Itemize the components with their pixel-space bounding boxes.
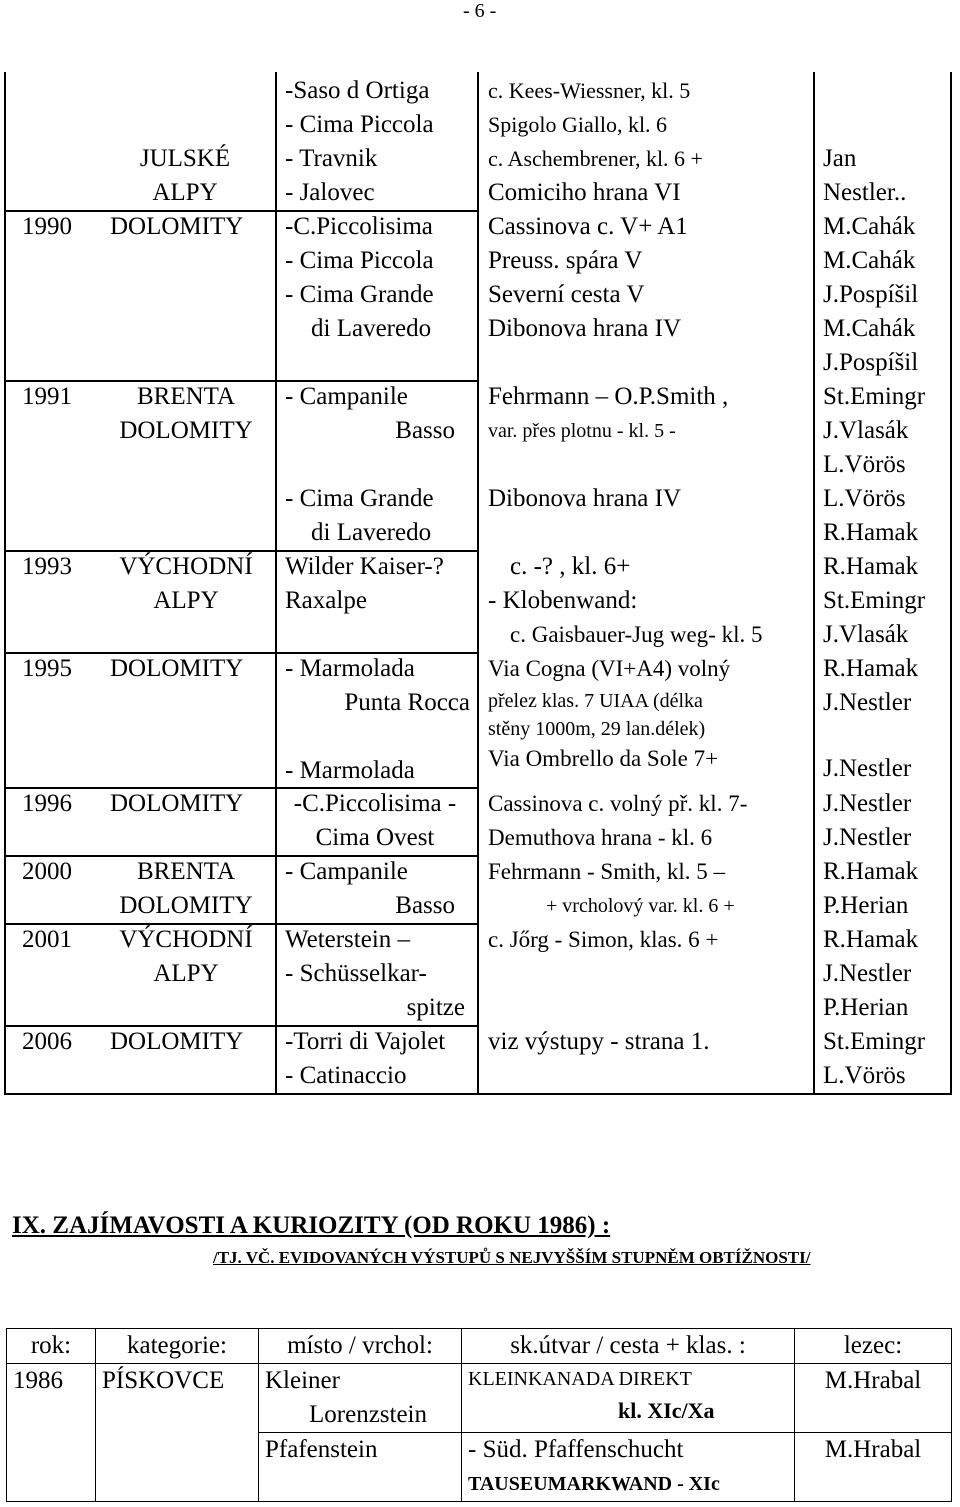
region: VÝCHODNÍ ALPY (119, 926, 253, 987)
year: 2000 (22, 858, 72, 885)
climber-cell: M.Hrabal (795, 1433, 952, 1502)
climber: Jan Nestler.. (823, 145, 907, 206)
year: 2006 (22, 1028, 72, 1055)
page-number: - 6 - (463, 0, 497, 22)
year-cell: 1986 (7, 1364, 96, 1433)
section-subtitle: /TJ. VČ. EVIDOVANÝCH VÝSTUPŮ S NEJVYŠŠÍM STUPNĚM OBTÍŽNOSTI/ (213, 1248, 811, 1267)
year: 1996 (22, 790, 72, 817)
route: Fehrmann - Smith, kl. 5 – + vrcholový var. kl. 6 + (488, 859, 735, 917)
region: VÝCHODNÍ ALPY (119, 553, 253, 614)
table-border-col2 (275, 72, 277, 1095)
climber: R.Hamak J.Nestler P.Herian (823, 926, 919, 1021)
route: Fehrmann – O.P.Smith , var. přes plotnu - kl. 5 - Dibonova hrana IV (488, 383, 729, 512)
table-row (7, 1364, 952, 1433)
col-header: sk.útvar / cesta + klas. : (462, 1329, 795, 1364)
table-border-col4 (813, 72, 815, 1095)
table-border-bottom (4, 1093, 952, 1095)
table-border-right (950, 72, 952, 1095)
climber: St.Emingr L.Vörös (823, 1028, 926, 1089)
climber: R.Hamak P.Herian (823, 858, 919, 919)
col-header: lezec: (795, 1329, 952, 1364)
route: c. Jőrg - Simon, klas. 6 + (488, 927, 719, 952)
route: Cassinova c. volný př. kl. 7- Demuthova hrana - kl. 6 (488, 791, 748, 850)
route: viz výstupy - strana 1. (488, 1028, 710, 1055)
table-header-row (7, 1329, 952, 1364)
place: - Marmolada Punta Rocca - Marmolada (285, 655, 470, 784)
place-cell: Kleiner Lorenzstein (259, 1364, 462, 1433)
table-row (7, 1433, 952, 1502)
route: c. -? , kl. 6+ - Klobenwand: c. Gaisbauer-Jug weg- kl. 5 (488, 553, 763, 647)
climber: M.Cahák M.Cahák J.Pospíšil M.Cahák J.Pospíšil (823, 213, 919, 376)
year: 1991 (22, 383, 72, 410)
region: DOLOMITY (110, 1028, 244, 1055)
climber: R.Hamak J.Nestler J.Nestler (823, 655, 919, 782)
year-cell (7, 1433, 96, 1502)
col-header: kategorie: (96, 1329, 259, 1364)
region: BRENTA DOLOMITY (119, 858, 253, 919)
route-cell: - Süd. Pfaffenschucht TAUSEUMARKWAND - XIc (462, 1433, 795, 1502)
region: DOLOMITY (110, 790, 244, 817)
year: 1995 (22, 655, 72, 682)
table-border-left (4, 72, 6, 1095)
year: 1993 (22, 553, 72, 580)
records-table (6, 1328, 952, 1502)
climber: J.Nestler J.Nestler (823, 790, 912, 851)
route: Via Cogna (VI+A4) volný přelez klas. 7 UIAA (délka stěny 1000m, 29 lan.délek) Via Ombrello da Sole 7+ (488, 656, 731, 771)
climber: R.Hamak St.Emingr J.Vlasák (823, 553, 926, 648)
climber-cell: M.Hrabal (795, 1364, 952, 1433)
route-cell: KLEINKANADA DIREKT kl. XIc/Xa (462, 1364, 795, 1433)
place: - Campanile Basso - Cima Grande di Laveredo (285, 383, 455, 546)
route: c. Kees-Wiessner, kl. 5 Spigolo Giallo, kl. 6 c. Aschembrener, kl. 6 + Comiciho hrana VI (488, 78, 703, 206)
place-cell: Pfafenstein (259, 1433, 462, 1502)
region: JULSKÉ ALPY (139, 145, 231, 206)
climber: St.Emingr J.Vlasák L.Vörös L.Vörös R.Hamak (823, 383, 926, 546)
year: 1990 (22, 213, 72, 240)
place: -Saso d Ortiga - Cima Piccola - Travnik - Jalovec (285, 77, 434, 206)
category-cell (96, 1433, 259, 1502)
section-title: IX. ZAJÍMAVOSTI A KURIOZITY (OD ROKU 1986) : (12, 1212, 611, 1239)
category-cell: PÍSKOVCE (96, 1364, 259, 1433)
place: - Campanile Basso (285, 858, 455, 919)
region: DOLOMITY (110, 655, 244, 682)
place: -C.Piccolisima - Cima Piccola - Cima Grande di Laveredo (285, 213, 434, 342)
route: Cassinova c. V+ A1 Preuss. spára V Severní cesta V Dibonova hrana IV (488, 213, 688, 342)
place: Weterstein – - Schüsselkar- spitze (285, 926, 465, 1021)
region: BRENTA DOLOMITY (119, 383, 253, 444)
year: 2001 (22, 926, 72, 953)
region: DOLOMITY (110, 213, 244, 240)
table-border-col3 (477, 72, 479, 1095)
col-header: místo / vrchol: (259, 1329, 462, 1364)
col-header: rok: (7, 1329, 96, 1364)
place: -C.Piccolisima - Cima Ovest (293, 790, 457, 851)
place: Wilder Kaiser-? Raxalpe (285, 553, 444, 614)
place: -Torri di Vajolet - Catinaccio (285, 1028, 446, 1089)
